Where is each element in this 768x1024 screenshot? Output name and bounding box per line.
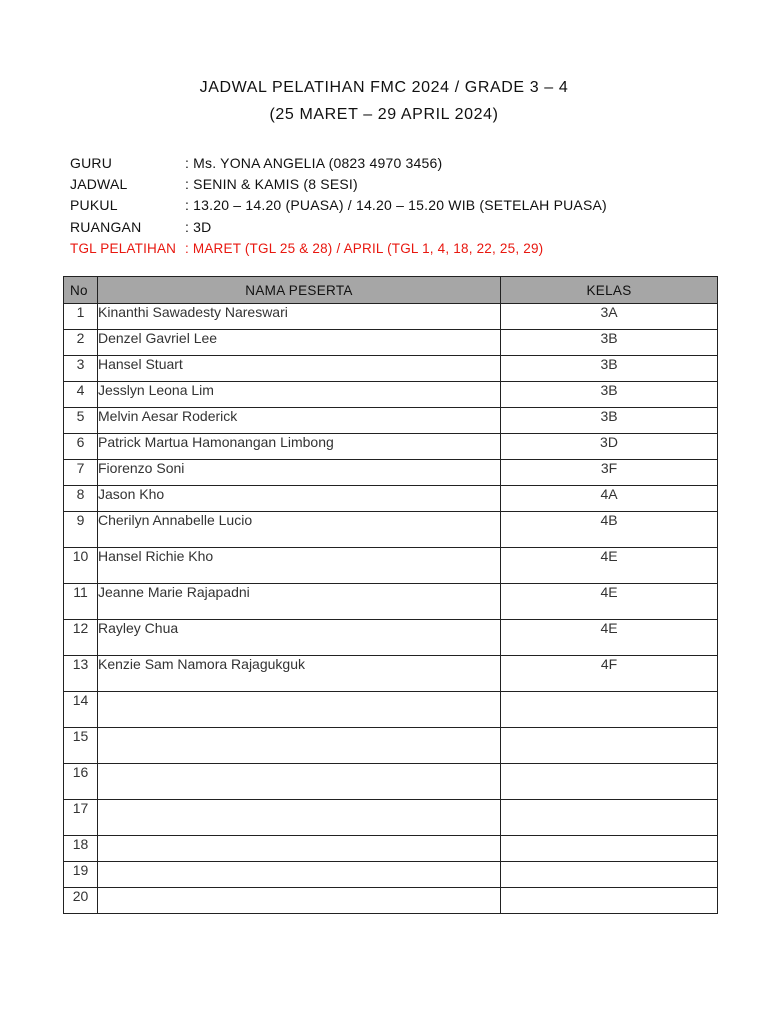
participant-class: 4B <box>501 512 718 548</box>
table-row <box>64 408 718 434</box>
info-value: : SENIN & KAMIS (8 SESI) <box>185 176 358 193</box>
info-value: : 13.20 – 14.20 (PUASA) / 14.20 – 15.20 WIB (SETELAH PUASA) <box>185 197 607 214</box>
participant-class: 4E <box>501 584 718 620</box>
row-number: 20 <box>64 888 98 914</box>
row-number: 9 <box>64 512 98 548</box>
table-row <box>64 356 718 382</box>
document-title: JADWAL PELATIHAN FMC 2024 / GRADE 3 – 4 <box>199 79 569 96</box>
row-number: 14 <box>64 692 98 728</box>
participant-name: Jeanne Marie Rajapadni <box>98 584 501 620</box>
info-label: JADWAL <box>70 176 128 193</box>
info-label: RUANGAN <box>70 218 142 235</box>
table-row <box>64 888 718 914</box>
header-kelas: KELAS <box>501 277 718 304</box>
row-number: 18 <box>64 836 98 862</box>
participant-class: 3B <box>501 330 718 356</box>
row-number: 3 <box>64 356 98 382</box>
participant-name <box>98 728 501 764</box>
row-number: 8 <box>64 486 98 512</box>
participant-class: 4A <box>501 486 718 512</box>
info-value: : 3D <box>185 218 212 235</box>
header-nama-peserta: NAMA PESERTA <box>98 277 501 304</box>
row-number: 15 <box>64 728 98 764</box>
participant-class: 3F <box>501 460 718 486</box>
participant-name <box>98 764 501 800</box>
table-row <box>64 382 718 408</box>
table-row <box>64 304 718 330</box>
info-row-guru <box>70 153 607 174</box>
table-row <box>64 330 718 356</box>
participant-name: Patrick Martua Hamonangan Limbong <box>98 434 501 460</box>
participant-name <box>98 888 501 914</box>
table-header-row <box>64 277 718 304</box>
row-number: 10 <box>64 548 98 584</box>
table-row <box>64 620 718 656</box>
participant-name: Hansel Richie Kho <box>98 548 501 584</box>
info-row-pukul <box>70 195 607 216</box>
participant-class <box>501 888 718 914</box>
table-row <box>64 656 718 692</box>
participant-name <box>98 836 501 862</box>
participant-class <box>501 692 718 728</box>
row-number: 13 <box>64 656 98 692</box>
table-row <box>64 434 718 460</box>
participant-name: Denzel Gavriel Lee <box>98 330 501 356</box>
participant-name <box>98 862 501 888</box>
info-value: : MARET (TGL 25 & 28) / APRIL (TGL 1, 4, 18, 22, 25, 29) <box>185 240 544 256</box>
participant-name: Jason Kho <box>98 486 501 512</box>
participant-name: Jesslyn Leona Lim <box>98 382 501 408</box>
table-row <box>64 728 718 764</box>
participant-name <box>98 800 501 836</box>
table-row <box>64 692 718 728</box>
participant-class <box>501 836 718 862</box>
table-row <box>64 764 718 800</box>
row-number: 5 <box>64 408 98 434</box>
row-number: 6 <box>64 434 98 460</box>
row-number: 17 <box>64 800 98 836</box>
participant-class: 4F <box>501 656 718 692</box>
participant-name: Kinanthi Sawadesty Nareswari <box>98 304 501 330</box>
participant-class: 3B <box>501 356 718 382</box>
table-row <box>64 512 718 548</box>
participant-name: Kenzie Sam Namora Rajagukguk <box>98 656 501 692</box>
participant-table <box>63 276 718 914</box>
row-number: 19 <box>64 862 98 888</box>
info-row-jadwal <box>70 174 607 195</box>
participant-class: 3B <box>501 382 718 408</box>
table-row <box>64 800 718 836</box>
table-row <box>64 836 718 862</box>
participant-class <box>501 800 718 836</box>
participant-class: 3B <box>501 408 718 434</box>
participant-name: Rayley Chua <box>98 620 501 656</box>
info-label: GURU <box>70 155 113 171</box>
participant-class <box>501 728 718 764</box>
participant-name: Hansel Stuart <box>98 356 501 382</box>
row-number: 2 <box>64 330 98 356</box>
info-value: : Ms. YONA ANGELIA (0823 4970 3456) <box>185 155 443 171</box>
participant-class: 3A <box>501 304 718 330</box>
participant-class <box>501 764 718 800</box>
info-label: PUKUL <box>70 197 118 214</box>
table-body <box>64 304 718 914</box>
table-row <box>64 548 718 584</box>
participant-class: 4E <box>501 548 718 584</box>
participant-class: 4E <box>501 620 718 656</box>
row-number: 4 <box>64 382 98 408</box>
info-row-tgl-pelatihan <box>70 238 607 259</box>
schedule-info <box>70 153 607 259</box>
row-number: 16 <box>64 764 98 800</box>
participant-name: Cherilyn Annabelle Lucio <box>98 512 501 548</box>
row-number: 1 <box>64 304 98 330</box>
header-no: No <box>64 277 98 304</box>
document-subtitle: (25 MARET – 29 APRIL 2024) <box>269 106 499 123</box>
participant-class: 3D <box>501 434 718 460</box>
info-label: TGL PELATIHAN <box>70 240 177 256</box>
row-number: 7 <box>64 460 98 486</box>
table-row <box>64 862 718 888</box>
row-number: 11 <box>64 584 98 620</box>
participant-name: Fiorenzo Soni <box>98 460 501 486</box>
table-row <box>64 460 718 486</box>
info-row-ruangan <box>70 217 607 238</box>
row-number: 12 <box>64 620 98 656</box>
participant-name: Melvin Aesar Roderick <box>98 408 501 434</box>
participant-name <box>98 692 501 728</box>
table-row <box>64 584 718 620</box>
participant-class <box>501 862 718 888</box>
table-row <box>64 486 718 512</box>
